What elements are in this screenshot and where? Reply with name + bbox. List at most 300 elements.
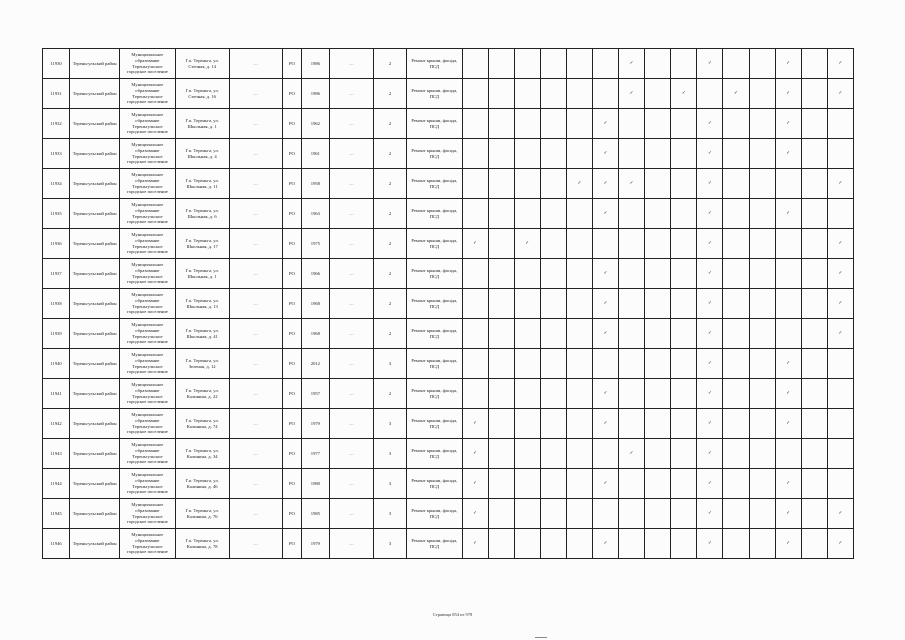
checkmark-icon: ✓ xyxy=(473,450,477,456)
guid-cell: … xyxy=(229,79,282,109)
check-cell xyxy=(801,199,827,229)
check-cell xyxy=(540,259,566,289)
checkmark-icon: ✓ xyxy=(603,120,608,126)
municipality-cell: Муниципальное образование Тереньгульское городское поселение xyxy=(120,469,175,499)
ownership-form-cell: РО xyxy=(283,79,302,109)
check-cell xyxy=(645,529,671,559)
check-cell xyxy=(723,139,749,169)
table-row xyxy=(43,469,854,499)
district-cell: Тереньгульский район xyxy=(70,199,120,229)
check-cell xyxy=(540,169,566,199)
checkmark-icon: ✓ xyxy=(734,90,738,96)
address-cell: Г.п. Тереньга, ул. Калинина, д. 46 xyxy=(175,469,229,499)
table-row xyxy=(43,259,854,289)
check-cell xyxy=(566,289,592,319)
check-cell xyxy=(645,349,671,379)
count-cell: 2 xyxy=(373,139,406,169)
row-number: 11930 xyxy=(43,49,70,79)
address-cell: Г.п. Тереньга, ул. Степная, д. 14 xyxy=(175,49,229,79)
works-cell: Ремонт крыши, фасада, ПСД xyxy=(407,199,462,229)
check-cell xyxy=(645,49,671,79)
guid-cell: … xyxy=(229,109,282,139)
district-cell: Тереньгульский район xyxy=(70,349,120,379)
check-cell xyxy=(488,109,514,139)
guid-cell: … xyxy=(229,349,282,379)
check-cell xyxy=(749,319,775,349)
row-number: 11943 xyxy=(43,439,70,469)
year-cell: 1986 xyxy=(301,79,329,109)
check-cell xyxy=(775,49,801,79)
area-cell: … xyxy=(329,379,373,409)
guid-cell: … xyxy=(229,199,282,229)
guid-cell: … xyxy=(229,439,282,469)
table-row xyxy=(43,139,854,169)
checkmark-icon: ✓ xyxy=(707,540,712,546)
address-cell: Г.п. Тереньга, ул. Школьная, д. 41 xyxy=(175,319,229,349)
row-number: 11935 xyxy=(43,199,70,229)
ownership-form-cell: РО xyxy=(283,529,302,559)
district-cell: Тереньгульский район xyxy=(70,49,120,79)
check-cell xyxy=(671,529,697,559)
check-cell xyxy=(775,289,801,319)
count-cell: 3 xyxy=(373,499,406,529)
row-number: 11942 xyxy=(43,409,70,439)
district-cell: Тереньгульский район xyxy=(70,259,120,289)
count-cell: 2 xyxy=(373,289,406,319)
area-cell: … xyxy=(329,259,373,289)
guid-cell: … xyxy=(229,289,282,319)
year-cell: 1958 xyxy=(301,169,329,199)
table-row xyxy=(43,199,854,229)
check-cell xyxy=(514,409,540,439)
ownership-form-cell: РО xyxy=(283,409,302,439)
count-cell: 3 xyxy=(373,469,406,499)
address-cell: Г.п. Тереньга, ул. Калинина, д. 34 xyxy=(175,439,229,469)
check-cell xyxy=(827,109,853,139)
check-cell xyxy=(540,349,566,379)
check-cell xyxy=(488,529,514,559)
checkmark-icon: ✓ xyxy=(707,450,712,456)
table-row xyxy=(43,319,854,349)
checkmark-icon: ✓ xyxy=(707,360,712,366)
checkmark-icon: ✓ xyxy=(786,540,791,546)
municipality-cell: Муниципальное образование Тереньгульское городское поселение xyxy=(120,409,175,439)
check-cell xyxy=(723,379,749,409)
check-cell xyxy=(749,49,775,79)
guid-cell: … xyxy=(229,379,282,409)
check-cell xyxy=(801,289,827,319)
row-number: 11936 xyxy=(43,229,70,259)
check-cell xyxy=(697,259,723,289)
check-cell xyxy=(723,229,749,259)
check-cell xyxy=(801,439,827,469)
check-cell xyxy=(697,349,723,379)
area-cell: … xyxy=(329,79,373,109)
check-cell xyxy=(645,79,671,109)
check-cell xyxy=(592,409,618,439)
checkmark-icon: ✓ xyxy=(707,330,712,336)
checkmark-icon: ✓ xyxy=(838,540,843,546)
check-cell xyxy=(566,319,592,349)
check-cell xyxy=(462,319,488,349)
checkmark-icon: ✓ xyxy=(707,510,712,516)
checkmark-icon: ✓ xyxy=(786,120,791,126)
registry-table xyxy=(42,48,854,559)
count-cell: 3 xyxy=(373,349,406,379)
checkmark-icon: ✓ xyxy=(473,510,477,516)
ownership-form-cell: РО xyxy=(283,349,302,379)
works-cell: Ремонт крыши, фасада, ПСД xyxy=(407,379,462,409)
check-cell xyxy=(488,199,514,229)
check-cell xyxy=(671,139,697,169)
check-cell xyxy=(592,229,618,259)
checkmark-icon: ✓ xyxy=(707,120,712,126)
checkmark-icon: ✓ xyxy=(473,420,477,426)
check-cell xyxy=(462,259,488,289)
guid-cell: … xyxy=(229,259,282,289)
check-cell xyxy=(775,259,801,289)
check-cell xyxy=(619,139,645,169)
check-cell xyxy=(619,259,645,289)
checkmark-icon: ✓ xyxy=(603,390,608,396)
guid-cell: … xyxy=(229,469,282,499)
check-cell xyxy=(827,49,853,79)
checkmark-icon: ✓ xyxy=(603,480,608,486)
check-cell xyxy=(775,199,801,229)
check-cell xyxy=(540,319,566,349)
check-cell xyxy=(645,379,671,409)
check-cell xyxy=(619,499,645,529)
checkmark-icon: ✓ xyxy=(838,60,843,66)
check-cell xyxy=(749,409,775,439)
row-number: 11939 xyxy=(43,319,70,349)
check-cell xyxy=(462,439,488,469)
check-cell xyxy=(540,289,566,319)
municipality-cell: Муниципальное образование Тереньгульское городское поселение xyxy=(120,319,175,349)
check-cell xyxy=(540,79,566,109)
checkmark-icon: ✓ xyxy=(707,240,712,246)
district-cell: Тереньгульский район xyxy=(70,319,120,349)
district-cell: Тереньгульский район xyxy=(70,529,120,559)
check-cell xyxy=(827,259,853,289)
year-cell: 1968 xyxy=(301,319,329,349)
count-cell: 2 xyxy=(373,319,406,349)
check-cell xyxy=(801,379,827,409)
municipality-cell: Муниципальное образование Тереньгульское городское поселение xyxy=(120,349,175,379)
check-cell xyxy=(801,529,827,559)
count-cell: 2 xyxy=(373,169,406,199)
checkmark-icon: ✓ xyxy=(707,480,712,486)
check-cell xyxy=(514,259,540,289)
address-cell: Г.п. Тереньга, ул. Школьная, д. 4 xyxy=(175,139,229,169)
check-cell xyxy=(827,289,853,319)
check-cell xyxy=(801,49,827,79)
check-cell xyxy=(514,289,540,319)
check-cell xyxy=(592,79,618,109)
check-cell xyxy=(645,289,671,319)
guid-cell: … xyxy=(229,229,282,259)
area-cell: … xyxy=(329,529,373,559)
check-cell xyxy=(540,499,566,529)
ownership-form-cell: РО xyxy=(283,439,302,469)
check-cell xyxy=(540,469,566,499)
checkmark-icon: ✓ xyxy=(838,510,843,516)
area-cell: … xyxy=(329,319,373,349)
year-cell: 1986 xyxy=(301,49,329,79)
year-cell: 2012 xyxy=(301,349,329,379)
check-cell xyxy=(462,109,488,139)
check-cell xyxy=(488,289,514,319)
area-cell: … xyxy=(329,139,373,169)
check-cell xyxy=(697,319,723,349)
check-cell xyxy=(514,229,540,259)
check-cell xyxy=(592,49,618,79)
ownership-form-cell: РО xyxy=(283,169,302,199)
check-cell xyxy=(723,259,749,289)
check-cell xyxy=(566,379,592,409)
check-cell xyxy=(645,229,671,259)
checkmark-icon: ✓ xyxy=(577,180,582,186)
check-cell xyxy=(827,169,853,199)
check-cell xyxy=(488,49,514,79)
count-cell: 2 xyxy=(373,199,406,229)
check-cell xyxy=(775,439,801,469)
check-cell xyxy=(592,139,618,169)
check-cell xyxy=(775,319,801,349)
checkmark-icon: ✓ xyxy=(473,240,477,246)
check-cell xyxy=(749,229,775,259)
check-cell xyxy=(619,109,645,139)
check-cell xyxy=(514,319,540,349)
check-cell xyxy=(619,319,645,349)
check-cell xyxy=(749,79,775,109)
check-cell xyxy=(592,289,618,319)
year-cell: 1977 xyxy=(301,439,329,469)
check-cell xyxy=(671,409,697,439)
check-cell xyxy=(749,349,775,379)
check-cell xyxy=(801,109,827,139)
table-row xyxy=(43,379,854,409)
municipality-cell: Муниципальное образование Тереньгульское городское поселение xyxy=(120,379,175,409)
year-cell: 1968 xyxy=(301,289,329,319)
check-cell xyxy=(592,349,618,379)
checkmark-icon: ✓ xyxy=(786,210,791,216)
check-cell xyxy=(645,439,671,469)
check-cell xyxy=(619,409,645,439)
check-cell xyxy=(697,199,723,229)
checkmark-icon: ✓ xyxy=(603,150,608,156)
address-cell: Г.п. Тереньга, ул. Зеленая, д. 12 xyxy=(175,349,229,379)
address-cell: Г.п. Тереньга, ул. Степная, д. 16 xyxy=(175,79,229,109)
checkmark-icon: ✓ xyxy=(681,90,686,96)
row-number: 11938 xyxy=(43,289,70,319)
municipality-cell: Муниципальное образование Тереньгульское городское поселение xyxy=(120,139,175,169)
check-cell xyxy=(488,169,514,199)
checkmark-icon: ✓ xyxy=(838,330,843,336)
row-number: 11941 xyxy=(43,379,70,409)
check-cell xyxy=(697,49,723,79)
check-cell xyxy=(697,499,723,529)
municipality-cell: Муниципальное образование Тереньгульское городское поселение xyxy=(120,439,175,469)
checkmark-icon: ✓ xyxy=(707,180,712,186)
check-cell xyxy=(671,439,697,469)
year-cell: 1961 xyxy=(301,139,329,169)
checkmark-icon: ✓ xyxy=(603,300,608,306)
check-cell xyxy=(723,349,749,379)
check-cell xyxy=(827,529,853,559)
ownership-form-cell: РО xyxy=(283,259,302,289)
works-cell: Ремонт крыши, фасада, ПСД xyxy=(407,319,462,349)
check-cell xyxy=(592,379,618,409)
checkmark-icon: ✓ xyxy=(603,330,608,336)
check-cell xyxy=(566,499,592,529)
check-cell xyxy=(566,229,592,259)
check-cell xyxy=(671,349,697,379)
checkmark-icon: ✓ xyxy=(838,270,843,276)
address-cell: Г.п. Тереньга, ул. Школьная, д. 11 xyxy=(175,169,229,199)
check-cell xyxy=(462,139,488,169)
check-cell xyxy=(723,79,749,109)
table-row xyxy=(43,49,854,79)
check-cell xyxy=(723,49,749,79)
works-cell: Ремонт крыши, фасада, ПСД xyxy=(407,229,462,259)
check-cell xyxy=(462,199,488,229)
check-cell xyxy=(827,229,853,259)
check-cell xyxy=(749,289,775,319)
check-cell xyxy=(619,229,645,259)
check-cell xyxy=(514,499,540,529)
municipality-cell: Муниципальное образование Тереньгульское городское поселение xyxy=(120,529,175,559)
check-cell xyxy=(801,349,827,379)
district-cell: Тереньгульский район xyxy=(70,499,120,529)
table-row xyxy=(43,289,854,319)
year-cell: 1985 xyxy=(301,499,329,529)
address-cell: Г.п. Тереньга, ул. Школьная, д. 1 xyxy=(175,109,229,139)
check-cell xyxy=(540,199,566,229)
check-cell xyxy=(671,109,697,139)
check-cell xyxy=(514,79,540,109)
municipality-cell: Муниципальное образование Тереньгульское городское поселение xyxy=(120,229,175,259)
works-cell: Ремонт крыши, фасада, ПСД xyxy=(407,49,462,79)
checkmark-icon: ✓ xyxy=(707,270,712,276)
check-cell xyxy=(801,499,827,529)
check-cell xyxy=(645,469,671,499)
scan-artifact xyxy=(535,637,547,638)
count-cell: 2 xyxy=(373,229,406,259)
checkmark-icon: ✓ xyxy=(707,60,712,66)
check-cell xyxy=(619,169,645,199)
checkmark-icon: ✓ xyxy=(603,420,608,426)
checkmark-icon: ✓ xyxy=(707,390,712,396)
check-cell xyxy=(749,139,775,169)
check-cell xyxy=(592,529,618,559)
check-cell xyxy=(671,229,697,259)
check-cell xyxy=(566,49,592,79)
check-cell xyxy=(645,109,671,139)
year-cell: 1963 xyxy=(301,199,329,229)
guid-cell: … xyxy=(229,499,282,529)
table-row xyxy=(43,349,854,379)
checkmark-icon: ✓ xyxy=(786,360,791,366)
check-cell xyxy=(619,79,645,109)
check-cell xyxy=(749,259,775,289)
check-cell xyxy=(697,109,723,139)
municipality-cell: Муниципальное образование Тереньгульское городское поселение xyxy=(120,49,175,79)
count-cell: 3 xyxy=(373,439,406,469)
check-cell xyxy=(775,499,801,529)
checkmark-icon: ✓ xyxy=(707,420,712,426)
check-cell xyxy=(723,469,749,499)
check-cell xyxy=(671,499,697,529)
check-cell xyxy=(697,169,723,199)
year-cell: 1979 xyxy=(301,529,329,559)
page-footer: Страница 854 из 978 xyxy=(432,612,473,617)
check-cell xyxy=(462,379,488,409)
municipality-cell: Муниципальное образование Тереньгульское городское поселение xyxy=(120,79,175,109)
check-cell xyxy=(801,229,827,259)
checkmark-icon: ✓ xyxy=(603,210,608,216)
check-cell xyxy=(592,319,618,349)
guid-cell: … xyxy=(229,319,282,349)
area-cell: … xyxy=(329,109,373,139)
check-cell xyxy=(566,349,592,379)
year-cell: 1962 xyxy=(301,109,329,139)
area-cell: … xyxy=(329,199,373,229)
check-cell xyxy=(749,499,775,529)
check-cell xyxy=(827,139,853,169)
works-cell: Ремонт крыши, фасада, ПСД xyxy=(407,409,462,439)
table-row xyxy=(43,229,854,259)
check-cell xyxy=(462,349,488,379)
district-cell: Тереньгульский район xyxy=(70,439,120,469)
checkmark-icon: ✓ xyxy=(629,180,634,186)
check-cell xyxy=(566,199,592,229)
table-row xyxy=(43,439,854,469)
check-cell xyxy=(827,469,853,499)
check-cell xyxy=(462,469,488,499)
check-cell xyxy=(801,259,827,289)
check-cell xyxy=(645,169,671,199)
checkmark-icon: ✓ xyxy=(707,150,712,156)
works-cell: Ремонт крыши, фасада, ПСД xyxy=(407,109,462,139)
municipality-cell: Муниципальное образование Тереньгульское городское поселение xyxy=(120,199,175,229)
district-cell: Тереньгульский район xyxy=(70,469,120,499)
count-cell: 2 xyxy=(373,79,406,109)
check-cell xyxy=(540,109,566,139)
check-cell xyxy=(723,319,749,349)
check-cell xyxy=(775,349,801,379)
check-cell xyxy=(645,139,671,169)
check-cell xyxy=(619,49,645,79)
check-cell xyxy=(697,529,723,559)
check-cell xyxy=(775,169,801,199)
district-cell: Тереньгульский район xyxy=(70,289,120,319)
ownership-form-cell: РО xyxy=(283,469,302,499)
address-cell: Г.п. Тереньга, ул. Школьная, д. 6 xyxy=(175,199,229,229)
check-cell xyxy=(801,79,827,109)
check-cell xyxy=(723,529,749,559)
address-cell: Г.п. Тереньга, ул. Калинина, д. 78 xyxy=(175,529,229,559)
check-cell xyxy=(697,409,723,439)
checkmark-icon: ✓ xyxy=(838,300,843,306)
area-cell: … xyxy=(329,409,373,439)
check-cell xyxy=(697,379,723,409)
row-number: 11946 xyxy=(43,529,70,559)
table-row xyxy=(43,499,854,529)
check-cell xyxy=(566,529,592,559)
check-cell xyxy=(801,469,827,499)
check-cell xyxy=(488,469,514,499)
